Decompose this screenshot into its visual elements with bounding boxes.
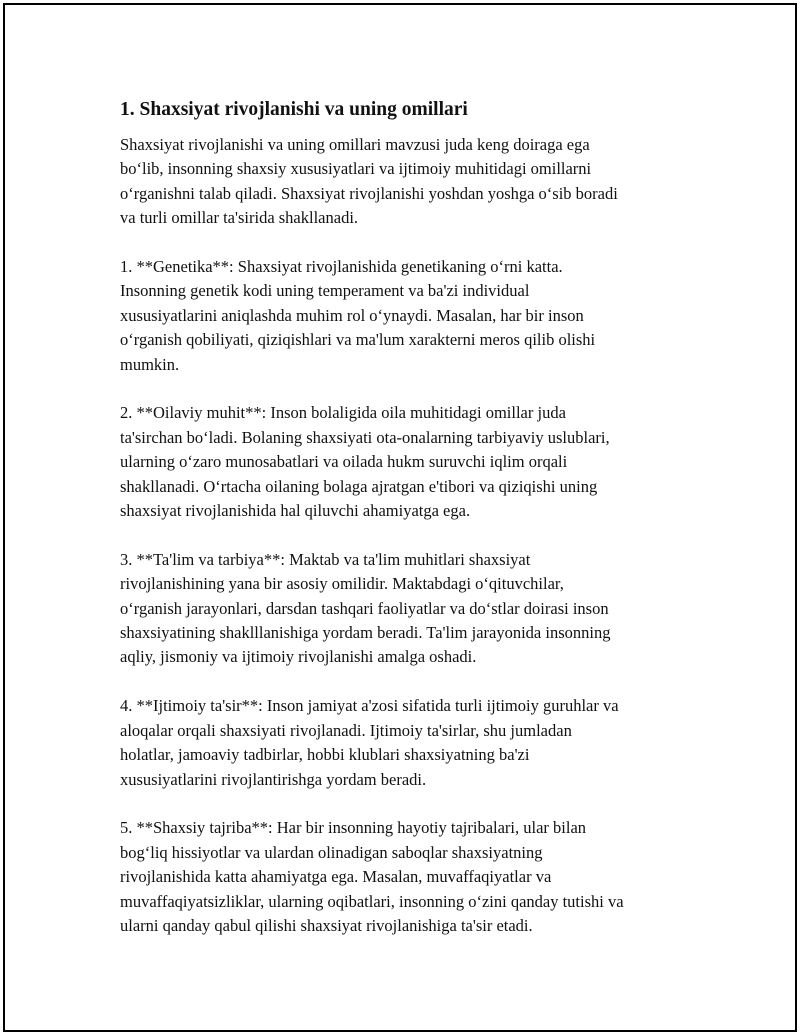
paragraph-genetics <box>120 255 700 377</box>
text-line: rivojlanishining yana bir asosiy omilidir. Maktabdagi o‘qituvchilar, <box>120 574 564 594</box>
text-line: xususiyatlarini rivojlantirishga yordam beradi. <box>120 769 427 789</box>
text-line: 2. **Oilaviy muhit**: Inson bolaligida oila muhitidagi omillar juda <box>120 403 566 423</box>
document-title: 1. Shaxsiyat rivojlanishi va uning omillari <box>120 99 468 120</box>
text-line: o‘rganish qobiliyati, qiziqishlari va ma'lum xarakterni meros qilib olishi <box>120 330 596 350</box>
text-line: bog‘liq hissiyotlar va ulardan olinadigan saboqlar shaxsiyatning <box>120 842 543 862</box>
text-line: muvaffaqiyatsizliklar, ularning oqibatlari, insonning o‘zini qanday tutishi va <box>120 891 624 911</box>
text-line: holatlar, jamoaviy tadbirlar, hobbi klublari shaxsiyatning ba'zi <box>120 745 530 765</box>
text-line: shakllanadi. O‘rtacha oilaning bolaga ajratgan e'tibori va qiziqishi uning <box>120 476 598 496</box>
text-line: ularning o‘zaro munosabatlari va oilada hukm suruvchi iqlim orqali <box>120 452 568 472</box>
document-body <box>120 97 700 963</box>
text-line: va turli omillar ta'sirida shakllanadi. <box>120 208 359 228</box>
text-line: 4. **Ijtimoiy ta'sir**: Inson jamiyat a'zosi sifatida turli ijtimoiy guruhlar va <box>120 696 619 716</box>
text-line: aqliy, jismoniy va ijtimoiy rivojlanishi amalga oshadi. <box>120 647 477 667</box>
paragraph-family-environment <box>120 401 700 523</box>
paragraph-social-influence <box>120 694 700 792</box>
text-line: bo‘lib, insonning shaxsiy xususiyatlari va ijtimoiy muhitidagi omillarni <box>120 159 592 179</box>
text-line: 1. **Genetika**: Shaxsiyat rivojlanishida genetikaning o‘rni katta. <box>120 257 563 277</box>
text-line: aloqalar orqali shaxsiyati rivojlanadi. Ijtimoiy ta'sirlar, shu jumladan <box>120 720 572 740</box>
paragraph-personal-experience <box>120 816 700 938</box>
text-line: ta'sirchan bo‘ladi. Bolaning shaxsiyati ota-onalarning tarbiyaviy uslublari, <box>120 427 610 447</box>
text-line: Shaxsiyat rivojlanishi va uning omillari mavzusi juda keng doiraga ega <box>120 135 590 154</box>
text-line: shaxsiyatining shaklllanishiga yordam beradi. Ta'lim jarayonida insonning <box>120 623 611 643</box>
text-line: 5. **Shaxsiy tajriba**: Har bir insonning hayotiy tajribalari, ular bilan <box>120 818 587 838</box>
text-line: Insonning genetik kodi uning temperament va ba'zi individual <box>120 281 530 301</box>
page-frame <box>3 3 797 1032</box>
paragraph-education <box>120 548 700 670</box>
paragraph-intro <box>120 133 700 231</box>
text-line: rivojlanishida katta ahamiyatga ega. Masalan, muvaffaqiyatlar va <box>120 867 552 887</box>
text-line: shaxsiyat rivojlanishida hal qiluvchi ahamiyatga ega. <box>120 501 471 521</box>
text-line: o‘rganishni talab qiladi. Shaxsiyat rivojlanishi yoshdan yoshga o‘sib boradi <box>120 183 618 203</box>
text-line: o‘rganish jarayonlari, darsdan tashqari faoliyatlar va do‘stlar doirasi inson <box>120 598 609 618</box>
text-line: mumkin. <box>120 354 180 374</box>
text-line: xususiyatlarini aniqlashda muhim rol o‘ynaydi. Masalan, har bir inson <box>120 305 584 325</box>
text-line: 3. **Ta'lim va tarbiya**: Maktab va ta'lim muhitlari shaxsiyat <box>120 549 531 569</box>
text-line: ularni qanday qabul qilishi shaxsiyat rivojlanishiga ta'sir etadi. <box>120 915 533 935</box>
